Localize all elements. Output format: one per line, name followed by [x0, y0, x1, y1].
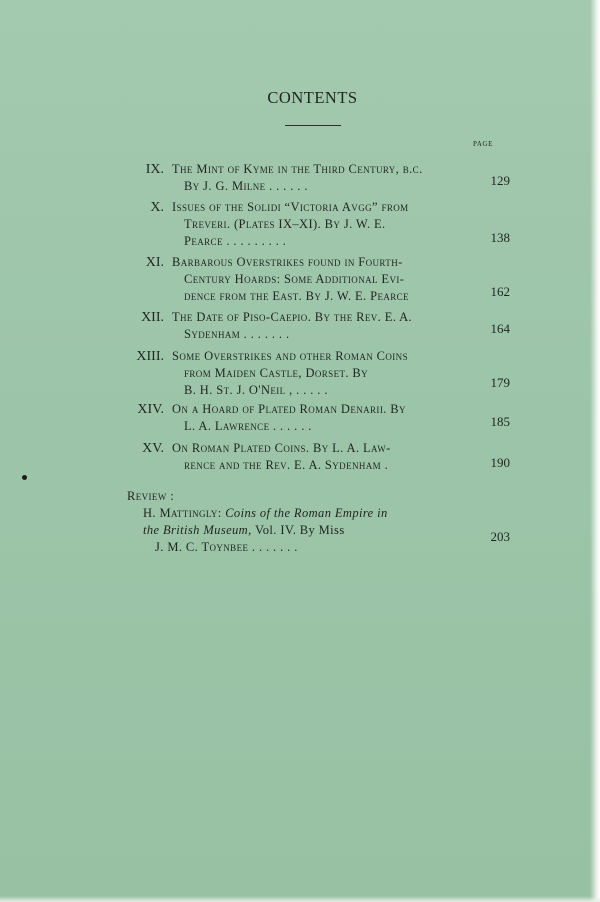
paper-edge-right — [590, 0, 600, 902]
review-entry — [127, 505, 517, 556]
entry-line: Pearce . . . . . . . . . — [184, 234, 287, 248]
entry-number: X. — [150, 200, 164, 215]
page-column-heading: page — [473, 139, 494, 149]
entry-line: The Date of Piso-Caepio. By the Rev. E. A. — [172, 310, 413, 324]
entry-line: Barbarous Overstrikes found in Fourth- — [172, 255, 403, 269]
entry-page: 179 — [490, 375, 510, 390]
entry-page: 164 — [490, 321, 510, 336]
review-line-3: J. M. C. Toynbee . . . . . . . — [155, 540, 298, 554]
entry-page: 190 — [490, 455, 510, 470]
review-author: H. Mattingly: — [143, 506, 226, 520]
review-title-part-2: the British Museum, — [143, 523, 252, 537]
toc-entry-ix — [120, 161, 510, 197]
entry-line: B. H. St. J. O'Neil , . . . . . — [184, 383, 328, 397]
entry-text — [172, 161, 464, 195]
toc-entry-xii — [120, 309, 510, 345]
toc-entry-x — [120, 199, 510, 251]
paper-edge-bottom — [0, 896, 600, 902]
toc-entry-xiv — [120, 401, 510, 437]
entry-line: Century Hoards: Some Additional Evi- — [184, 272, 405, 286]
entry-text — [172, 401, 464, 435]
toc-entry-xv — [120, 440, 510, 476]
entry-text — [172, 199, 464, 250]
entry-number: XIII. — [136, 349, 164, 364]
entry-line: By J. G. Milne . . . . . . — [184, 179, 308, 193]
entry-line: On a Hoard of Plated Roman Denarii. By — [172, 402, 406, 416]
entry-page: 162 — [490, 284, 510, 299]
entry-line: dence from the East. By J. W. E. Pearce — [184, 289, 409, 303]
entry-line: On Roman Plated Coins. By L. A. Law- — [172, 441, 391, 455]
entry-line: The Mint of Kyme in the Third Century, b.c. — [172, 162, 423, 176]
entry-line: Sydenham . . . . . . . — [184, 327, 290, 341]
review-line-2 — [143, 522, 517, 539]
ink-spot — [22, 475, 27, 480]
entry-page: 129 — [490, 173, 510, 188]
entry-number: XII. — [141, 310, 164, 325]
entry-line: Treveri. (Plates IX–XI). By J. W. E. — [184, 217, 386, 231]
entry-number: XV. — [142, 441, 164, 456]
entry-page: 138 — [490, 230, 510, 245]
entry-number: IX. — [145, 162, 164, 177]
toc-entry-xiii — [120, 348, 510, 400]
entry-text — [172, 254, 464, 305]
entry-line: from Maiden Castle, Dorset. By — [184, 366, 369, 380]
entry-number: XIV. — [137, 402, 164, 417]
review-title-part-1: Coins of the Roman Empire in — [225, 506, 388, 520]
title-rule — [285, 125, 341, 126]
entry-line: Issues of the Solidi “Victoria Avgg” from — [172, 200, 409, 214]
entry-page: 185 — [490, 414, 510, 429]
entry-text — [172, 440, 464, 474]
review-page: 203 — [490, 529, 510, 544]
review-line-1 — [143, 505, 517, 522]
page-title: CONTENTS — [267, 88, 358, 107]
entry-line: L. A. Lawrence . . . . . . — [184, 419, 312, 433]
review-heading: Review : — [127, 489, 175, 503]
entry-number: XI. — [145, 255, 164, 270]
entry-text — [172, 309, 464, 343]
review-section — [127, 488, 517, 556]
toc-entry-xi — [120, 254, 510, 306]
entry-line: Some Overstrikes and other Roman Coins — [172, 349, 408, 363]
review-volume: Vol. IV. By Miss — [251, 523, 345, 537]
entry-text — [172, 348, 464, 399]
entry-line: rence and the Rev. E. A. Sydenham . — [184, 458, 389, 472]
